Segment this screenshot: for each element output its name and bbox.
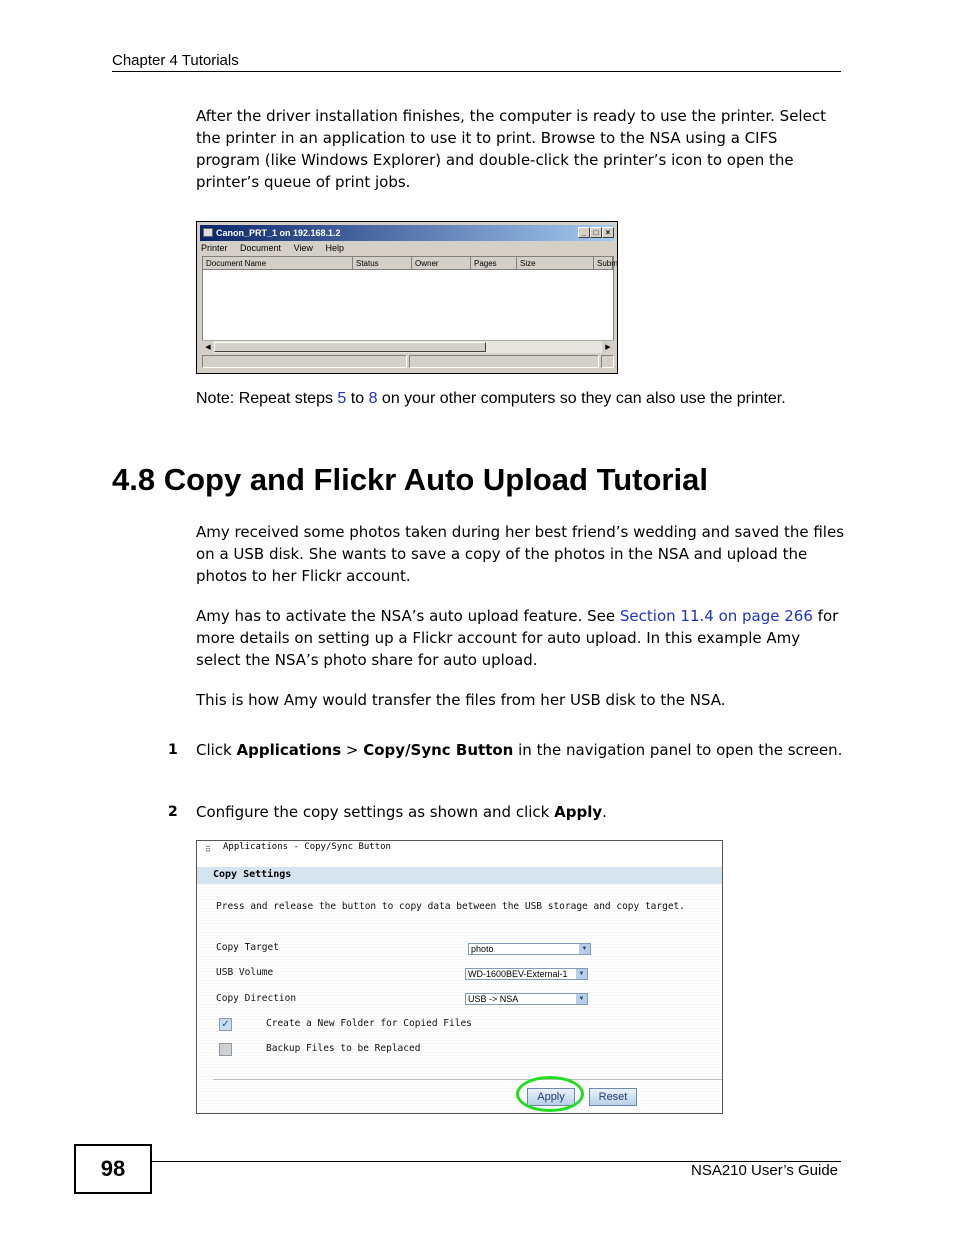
copy-sync-panel [196,840,723,1114]
backup-files-checkbox[interactable] [219,1043,232,1056]
section-paragraph-2: Amy has to activate the NSA’s auto upload feature. See Section 11.4 on page 266 for more details on setting up a Flickr account for auto upload. In this example Amy select the NSA’s photo share for auto upload. [196,607,839,669]
col-status[interactable]: Status [353,257,412,270]
panel-description: Press and release the button to copy data between the USB storage and copy target. [216,901,685,912]
window-title: Canon_PRT_1 on 192.168.1.2 [216,228,341,238]
scroll-right-icon[interactable]: ▶ [602,341,614,353]
window-title-bar [200,225,614,241]
col-owner[interactable]: Owner [412,257,471,270]
step-1-text: Click Applications > Copy/Sync Button in the navigation panel to open the screen. [196,741,843,759]
step-2-number: 2 [168,804,178,820]
section-paragraph-1: Amy received some photos taken during her best friend’s wedding and saved the files on a USB disk. She wants to save a copy of the photos in the NSA and upload the photos to her Flickr account. [196,523,845,585]
printer-queue-window [196,221,618,374]
copy-settings-bar: Copy Settings [197,867,722,884]
step-5-link[interactable]: 5 [337,390,347,407]
menu-bar [201,243,354,253]
menu-view[interactable]: View [293,243,313,253]
chevron-down-icon: ▼ [576,994,587,1004]
col-submitted[interactable]: Subm [594,257,613,270]
horizontal-scrollbar[interactable] [202,340,614,353]
usb-volume-select[interactable]: WD-1600BEV-External-1 ▼ [465,968,588,980]
create-folder-label: Create a New Folder for Copied Files [266,1018,472,1029]
apply-button[interactable]: Apply [527,1088,575,1106]
backup-files-label: Backup Files to be Replaced [266,1043,421,1054]
chevron-down-icon: ▼ [576,969,587,979]
col-size[interactable]: Size [517,257,594,270]
menu-help[interactable]: Help [325,243,344,253]
col-document-name[interactable]: Document Name [203,257,353,270]
intro-paragraph: After the driver installation finishes, the computer is ready to use the printer. Select the printer in an application to use it to print. Browse to the NSA using a CIFS program (like Windows Explorer) and double-click the printer’s icon to open the printer’s queue of print jobs. [196,107,826,191]
grip-icon: ⠿ [205,845,211,854]
panel-title: Applications - Copy/Sync Button [223,842,391,852]
panel-divider [213,1079,722,1080]
copy-direction-select[interactable]: USB -> NSA ▼ [465,993,588,1005]
col-pages[interactable]: Pages [471,257,517,270]
copy-direction-label: Copy Direction [216,993,297,1004]
copy-target-label: Copy Target [216,942,279,953]
chapter-header: Chapter 4 Tutorials [112,52,239,69]
section-11-4-link[interactable]: Section 11.4 on page 266 [619,607,813,625]
step-8-link[interactable]: 8 [368,390,378,407]
maximize-icon[interactable]: □ [590,227,602,238]
copy-target-select[interactable]: photo ▼ [468,943,591,955]
job-list [202,256,618,352]
close-icon[interactable]: × [602,227,614,238]
apply-highlight-circle [516,1076,584,1112]
header-rule [112,71,841,72]
section-heading: 4.8 Copy and Flickr Auto Upload Tutorial [112,462,708,497]
page-number: 98 [74,1144,152,1194]
guide-title: NSA210 User’s Guide [691,1162,839,1179]
resize-grip-icon[interactable] [601,355,614,368]
scroll-thumb[interactable] [214,342,486,352]
menu-printer[interactable]: Printer [201,243,228,253]
section-paragraph-3: This is how Amy would transfer the files from her USB disk to the NSA. [196,691,726,709]
reset-button[interactable]: Reset [589,1088,637,1106]
chevron-down-icon: ▼ [579,944,590,954]
status-bar [202,355,614,369]
usb-volume-label: USB Volume [216,967,274,978]
minimize-icon[interactable]: _ [578,227,590,238]
scroll-left-icon[interactable]: ◀ [202,341,214,353]
printer-icon [203,228,213,237]
menu-document[interactable]: Document [240,243,282,253]
note: Note: Repeat steps 5 to 8 on your other computers so they can also use the printer. [196,390,786,407]
create-folder-checkbox[interactable]: ✓ [219,1018,232,1031]
step-2-text: Configure the copy settings as shown and click Apply. [196,803,607,821]
step-1-number: 1 [168,742,178,758]
